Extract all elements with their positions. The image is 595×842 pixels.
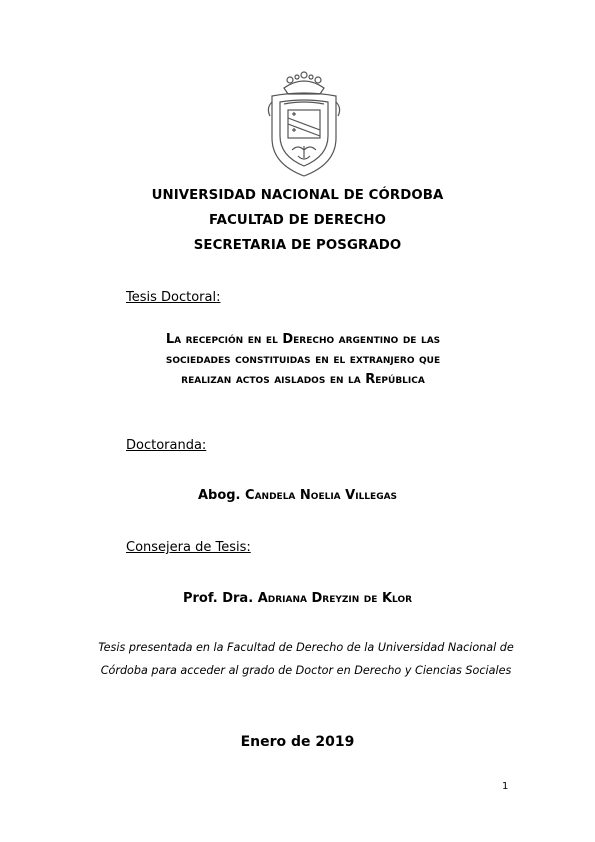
thesis-title-line-3: realizan actos aislados en la República: [181, 372, 425, 387]
thesis-label-colon: :: [216, 290, 221, 305]
consejera-name-line: [0, 591, 595, 606]
doctoranda-prefix: Abog.: [197, 488, 241, 503]
consejera-name: Adriana Dreyzin de Klor: [257, 591, 413, 606]
thesis-title-line-1: La recepción en el Derecho argentino de las: [165, 332, 441, 347]
consejera-label: [126, 540, 251, 555]
consejera-label-text: Consejera de Tesis: [126, 540, 247, 555]
doctoranda-label: Doctoranda:: [126, 438, 207, 453]
faculty-name: FACULTAD DE DERECHO: [209, 213, 386, 228]
doctoranda-name-line: [0, 488, 595, 503]
secretariat-name: SECRETARIA DE POSGRADO: [193, 238, 402, 253]
thesis-label-text: Tesis Doctoral: [126, 290, 217, 305]
thesis-date: Enero de 2019: [240, 734, 355, 750]
doctoranda-name: Candela Noelia Villegas: [245, 488, 398, 503]
thesis-title-line-2: sociedades constituidas en el extranjero que: [165, 352, 441, 367]
page-number: 1: [502, 781, 509, 792]
university-crest-icon: [262, 68, 346, 180]
submission-note-line-2: Córdoba para acceder al grado de Doctor en Derecho y Ciencias Sociales: [100, 664, 512, 677]
consejera-prefix: Prof. Dra.: [182, 591, 254, 606]
thesis-label: [126, 290, 221, 305]
submission-note-line-1: Tesis presentada en la Facultad de Derecho de la Universidad Nacional de: [98, 641, 514, 654]
submission-note: [96, 636, 516, 682]
consejera-label-colon: :: [246, 540, 251, 555]
university-name: UNIVERSIDAD NACIONAL DE CÓRDOBA: [151, 188, 444, 203]
thesis-title: [140, 330, 466, 390]
